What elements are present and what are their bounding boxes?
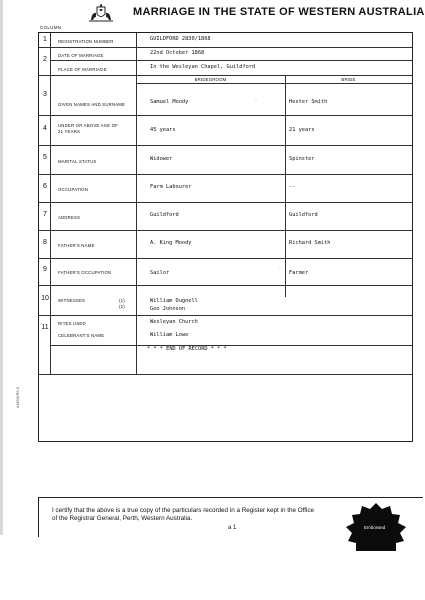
date-of-marriage-value: 22nd October 1868 [150, 50, 205, 56]
place-of-marriage-label: PLACE OF MARRIAGE [58, 67, 107, 72]
registration-number-value: GUILDFORD 2830/1868 [150, 36, 211, 42]
page-mark: a 1 [228, 525, 237, 531]
end-of-record: * * * END OF RECORD * * * [147, 346, 227, 352]
groom-father-occupation-value: Sailor [150, 270, 170, 276]
row-number-3: 3 [43, 91, 47, 98]
row-number-11: 11 [41, 324, 49, 331]
witness-1-value: William Dugnell [150, 298, 198, 304]
bride-marital-status-value: Spinster [289, 156, 315, 162]
rites-used-label: RITES USED [58, 321, 86, 326]
row-number-9: 9 [43, 266, 47, 273]
given-names-label: GIVEN NAMES AND SURNAME [58, 102, 126, 107]
fathers-occupation-label: FATHER'S OCCUPATION [58, 270, 112, 275]
groom-bride-divider [285, 75, 286, 297]
place-of-marriage-value: In the Wesleyan Chapel, Guildford [150, 64, 256, 70]
bride-father-occupation-value: Farmer [289, 270, 309, 276]
groom-age-value: 45 years [150, 127, 176, 133]
witness-2-value: Geo Johnson [150, 306, 186, 312]
document-title: MARRIAGE IN THE STATE OF WESTERN AUSTRALIA [133, 6, 425, 18]
bride-address-value: Guildford [289, 212, 318, 218]
groom-marital-status-value: Widower [150, 156, 173, 162]
row-number-5: 5 [43, 154, 47, 161]
address-label: ADDRESS [58, 215, 81, 220]
witnesses-label: WITNESSES [58, 298, 86, 303]
groom-father-name-value: A. King Moody [150, 240, 192, 246]
bride-occupation-value: -- [289, 184, 296, 190]
rites-used-value: Wesleyan Church [150, 319, 198, 325]
registration-number-label: REGISTRATION NUMBER [58, 39, 114, 44]
groom-occupation-value: Farm Labourer [150, 184, 192, 190]
register-table: BRIDEGROOM BRIDE 1 REGISTRATION NUMBER GUILDFORD 2830/1868 2 DATE OF MARRIAGE 22nd October 1868 PLACE OF MARRIAGE In the Wesleyan Chapel, Guildford 3 GIVEN NAMES AND SURNAME Samuel Moody Hester Smith · 4 UNDER OR ABOVE AGE OF 21 YEARS 45 years 21 years 5 MARITAL STATUS Widower Spinster 6 OCCUPATION Farm Labourer -- 7 ADDRESS Guildford Guildford 8 FATHER'S NAME A. King Moody Richard Smith 9 FATHER'S OCCUPATION Sailor Farmer · 10 WITNESSES (1) (2) William Dugnell Geo Johnson 11 RITES USED Wesleyan Church CELEBRANT'S NAME William Lowe [38, 32, 413, 442]
row-number-8: 8 [43, 239, 47, 246]
seal-label: Embossed [364, 525, 386, 530]
row-number-2: 2 [43, 56, 47, 63]
date-of-marriage-label: DATE OF MARRIAGE [58, 53, 104, 58]
number-column-divider [50, 33, 51, 374]
bride-header: BRIDE [341, 77, 356, 82]
marital-status-label: MARITAL STATUS [58, 159, 97, 164]
row-number-10: 10 [41, 295, 49, 302]
row-number-7: 7 [43, 211, 47, 218]
occupation-label: OCCUPATION [58, 187, 89, 192]
bride-father-name-value: Richard Smith [289, 240, 331, 246]
groom-name-value: Samuel Moody [150, 99, 189, 105]
side-form-code: AMSWR9-0 [15, 386, 20, 408]
age-label-line-1: UNDER OR ABOVE AGE OF [58, 123, 119, 128]
celebrant-name-label: CELEBRANT'S NAME [58, 333, 105, 338]
row-number-4: 4 [43, 125, 47, 132]
fathers-name-label: FATHER'S NAME [58, 243, 95, 248]
bride-name-value: Hester Smith [289, 99, 328, 105]
witness-2-marker: (2) [119, 304, 125, 309]
bridegroom-header: BRIDEGROOM [194, 77, 227, 82]
column-label: COLUMN [40, 25, 62, 30]
certification-statement: I certify that the above is a true copy of the particulars recorded in a Register kept in the Office of the Registrar General, Perth, Western Australia. [52, 507, 315, 523]
celebrant-name-value: William Lowe [150, 332, 189, 338]
coat-of-arms-icon [88, 4, 114, 22]
scan-edge [0, 0, 3, 535]
age-label-line-2: 21 YEARS [58, 129, 81, 134]
bride-age-value: 21 years [289, 127, 315, 133]
row-number-1: 1 [43, 36, 47, 43]
groom-address-value: Guildford [150, 212, 179, 218]
row-number-6: 6 [43, 183, 47, 190]
label-column-divider [136, 33, 137, 374]
witness-1-marker: (1) [119, 298, 125, 303]
